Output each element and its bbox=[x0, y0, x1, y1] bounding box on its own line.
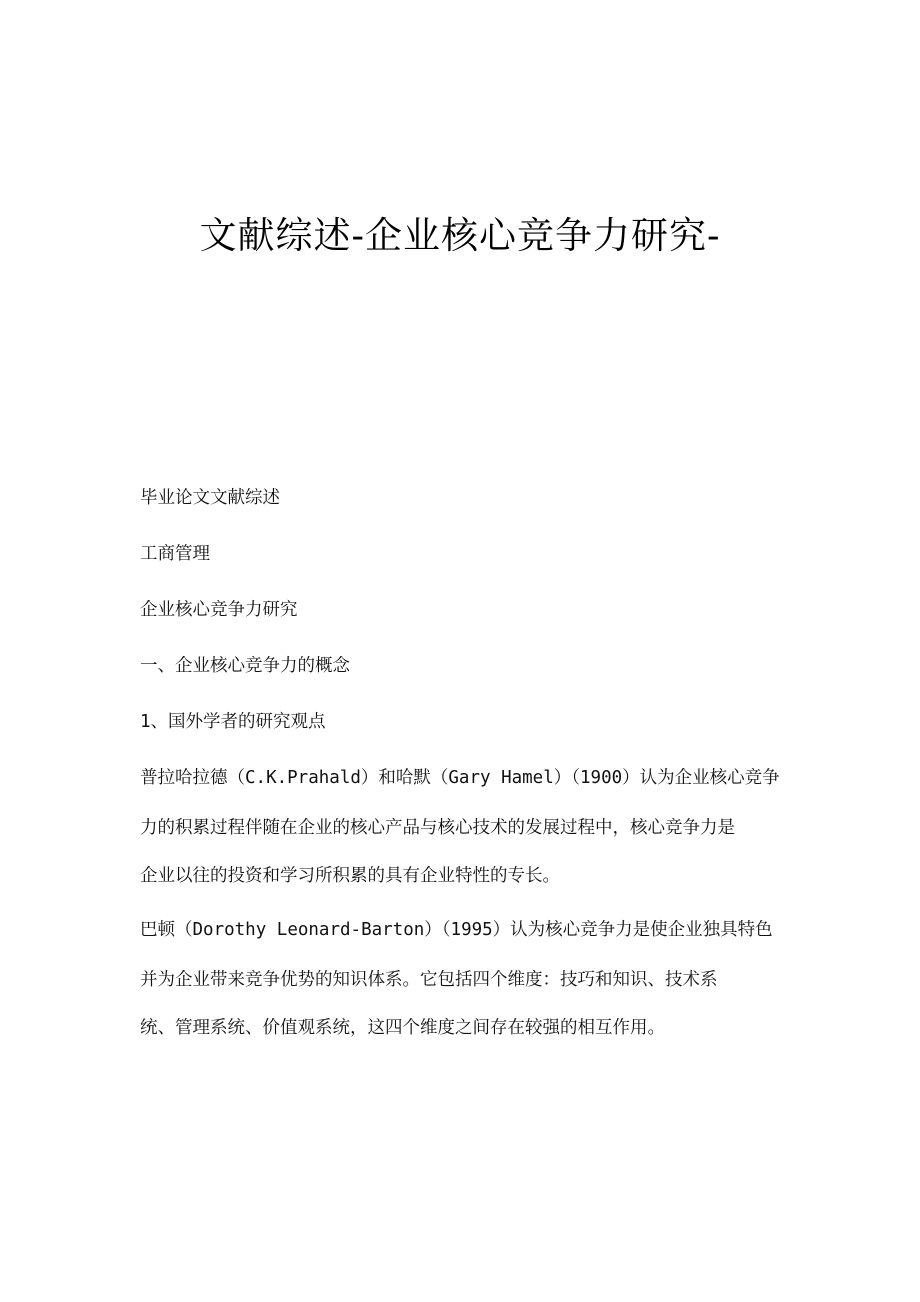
heading-topic: 企业核心竞争力研究 bbox=[140, 600, 298, 620]
paragraph-prahalad-line-3: 企业以往的投资和学习所积累的具有企业特性的专长。 bbox=[140, 866, 560, 886]
subsection-heading-1: 1、国外学者的研究观点 bbox=[140, 712, 326, 732]
paragraph-barton-line-1: 巴顿（Dorothy Leonard-Barton）（1995）认为核心竞争力是使企业独具特色 bbox=[140, 920, 773, 940]
paragraph-barton-line-3: 统、管理系统、价值观系统，这四个维度之间存在较强的相互作用。 bbox=[140, 1018, 665, 1038]
section-heading-1: 一、企业核心竞争力的概念 bbox=[140, 656, 350, 676]
heading-major: 工商管理 bbox=[140, 544, 210, 564]
paragraph-prahalad-line-2: 力的积累过程伴随在企业的核心产品与核心技术的发展过程中，核心竞争力是 bbox=[140, 818, 735, 838]
heading-thesis-review: 毕业论文文献综述 bbox=[140, 488, 280, 508]
paragraph-barton-line-2: 并为企业带来竞争优势的知识体系。它包括四个维度：技巧和知识、技术系 bbox=[140, 970, 718, 990]
paragraph-prahalad-line-1: 普拉哈拉德（C.K.Prahald）和哈默（Gary Hamel）（1900）认为企业核心竞争 bbox=[140, 768, 780, 788]
document-title: 文献综述-企业核心竞争力研究- bbox=[199, 214, 721, 257]
